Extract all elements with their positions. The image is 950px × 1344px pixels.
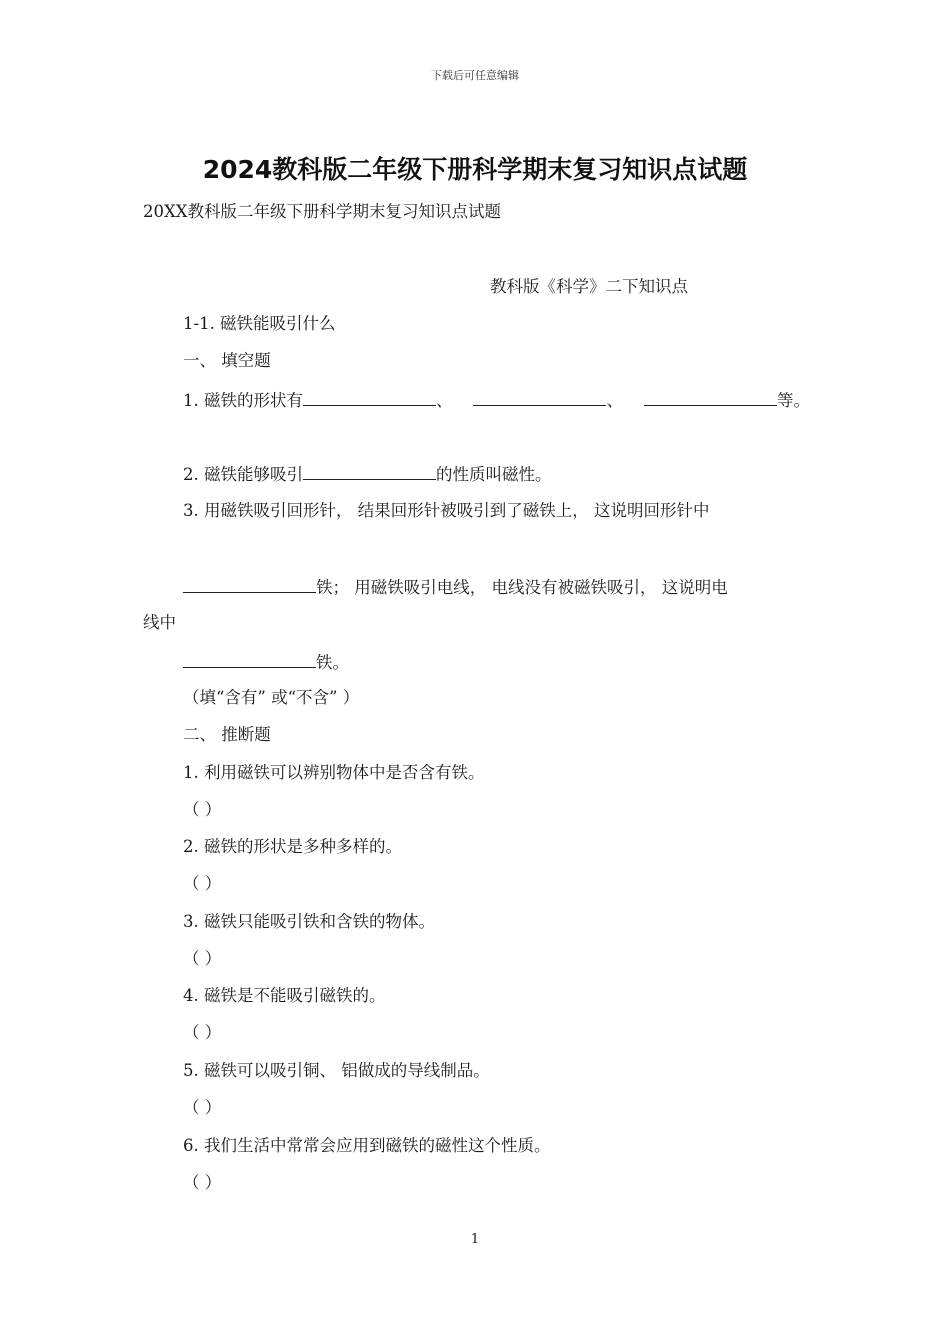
judge-item-6: 6. 我们生活中常常会应用到磁铁的磁性这个性质。: [183, 1136, 551, 1155]
judge-item-3: 3. 磁铁只能吸引铁和含铁的物体。: [183, 912, 435, 931]
judge-item-4: 4. 磁铁是不能吸引磁铁的。: [183, 986, 386, 1005]
fill-blank[interactable]: [183, 575, 316, 593]
fill-blank[interactable]: [473, 388, 606, 406]
question-2: [183, 462, 552, 486]
lesson-heading: 1-1. 磁铁能吸引什么: [183, 314, 336, 333]
fill-hint: （填“含有” 或“不含” ）: [183, 688, 360, 707]
fill-blank[interactable]: [183, 650, 316, 668]
fill-blank[interactable]: [303, 388, 436, 406]
q1-end: 等。: [776, 391, 810, 410]
q3-end: 铁。: [316, 653, 349, 672]
judge-item-1: 1. 利用磁铁可以辨别物体中是否含有铁。: [183, 763, 485, 782]
answer-bracket[interactable]: （ ）: [183, 1098, 222, 1117]
question-3-line4: [183, 650, 349, 674]
question-3-line3: 线中: [143, 613, 176, 632]
question-3-line1: 3. 用磁铁吸引回形针， 结果回形针被吸引到了磁铁上， 这说明回形针中: [183, 501, 710, 520]
q1-sep: 、: [606, 391, 623, 410]
answer-bracket[interactable]: （ ）: [183, 1173, 222, 1192]
subtitle: 20XX教科版二年级下册科学期末复习知识点试题: [143, 202, 501, 221]
question-1: [183, 388, 810, 412]
document-title: 2024教科版二年级下册科学期末复习知识点试题: [202, 155, 748, 184]
answer-bracket[interactable]: （ ）: [183, 874, 222, 893]
section1-heading: 一、 填空题: [183, 351, 271, 370]
answer-bracket[interactable]: （ ）: [183, 1023, 222, 1042]
question-3-line2: [183, 575, 728, 599]
fill-blank[interactable]: [644, 388, 777, 406]
q3-text: 铁； 用磁铁吸引电线， 电线没有被磁铁吸引， 这说明电: [316, 578, 728, 597]
judge-item-2: 2. 磁铁的形状是多种多样的。: [183, 837, 402, 856]
book-heading: 教科版《科学》二下知识点: [490, 277, 688, 296]
section2-heading: 二、 推断题: [183, 725, 271, 744]
q1-text: 1. 磁铁的形状有: [183, 391, 303, 410]
judge-item-5: 5. 磁铁可以吸引铜、 铝做成的导线制品。: [183, 1061, 490, 1080]
q2-text: 2. 磁铁能够吸引: [183, 465, 303, 484]
answer-bracket[interactable]: （ ）: [183, 800, 222, 819]
q2-text-end: 的性质叫磁性。: [436, 465, 552, 484]
fill-blank[interactable]: [303, 462, 436, 480]
page-number: 1: [470, 1232, 480, 1247]
q1-sep: 、: [436, 391, 453, 410]
answer-bracket[interactable]: （ ）: [183, 949, 222, 968]
page-header: 下载后可任意编辑: [431, 69, 519, 82]
